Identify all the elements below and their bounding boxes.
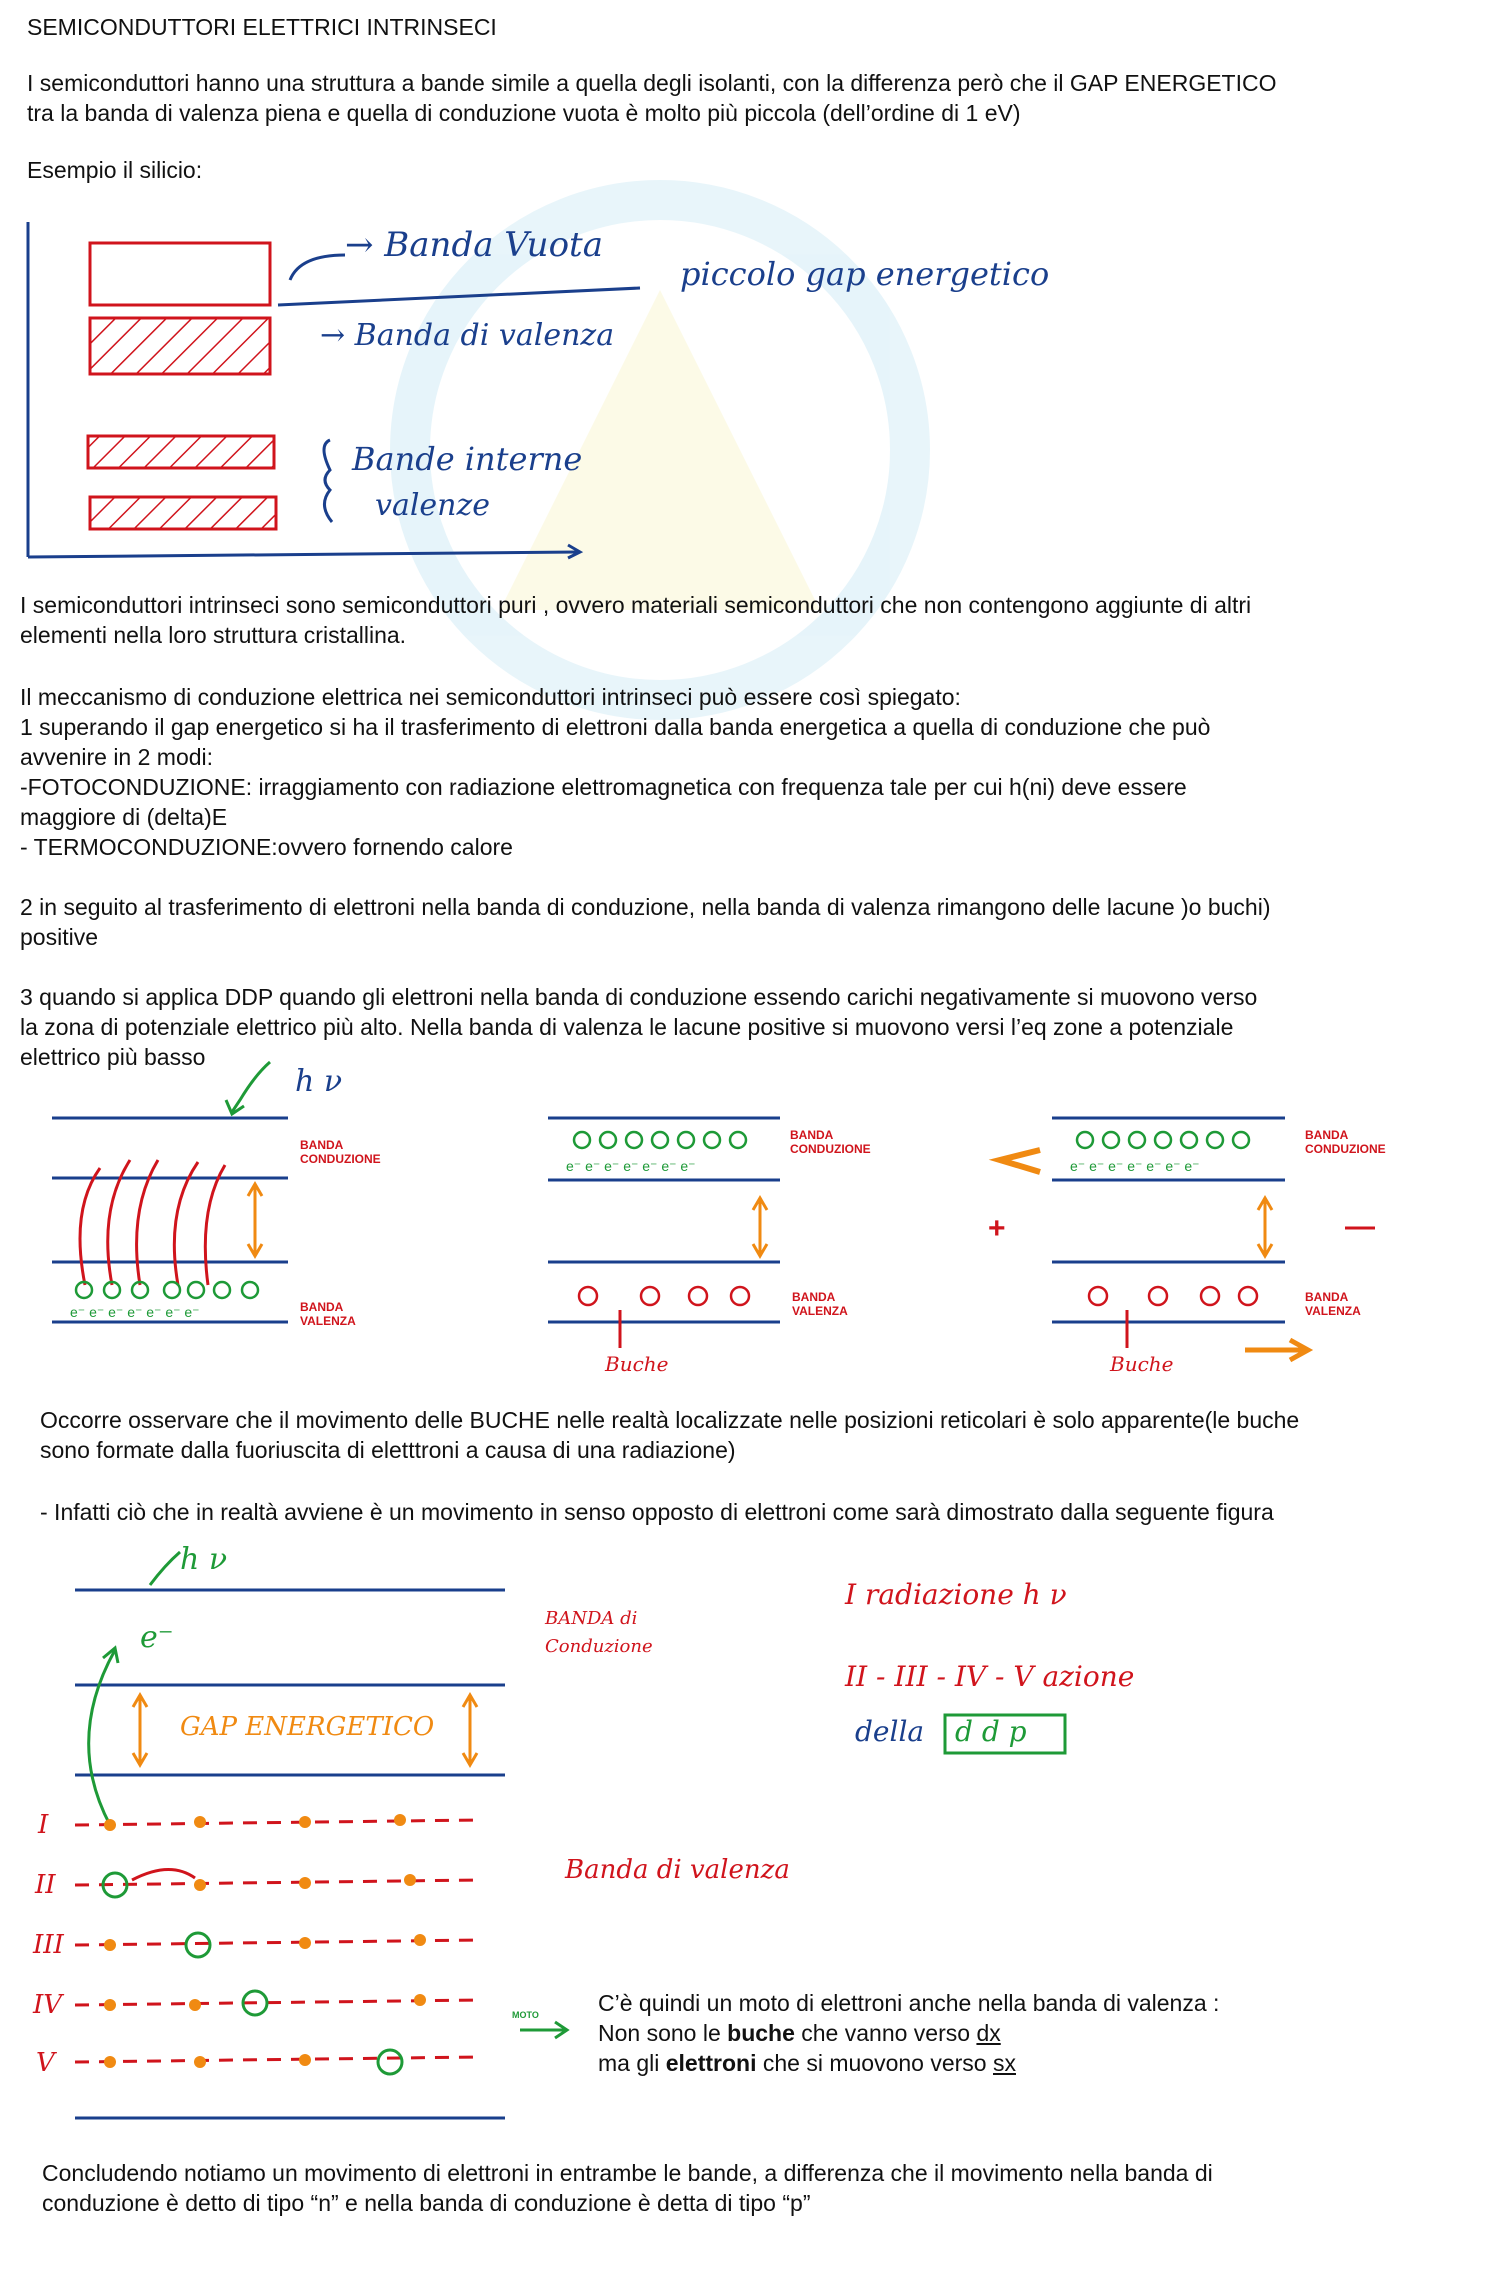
moto-arrow-label: MOTO [512,2010,539,2020]
valence-motion-line-1: C’è quindi un moto di elettroni anche nella banda di valenza : [598,1990,1220,2016]
gap-label: GAP ENERGETICO [180,1712,435,1742]
panel2-valence-label: BANDA VALENZA [792,1290,848,1318]
panel2-conduction-label: BANDA CONDUZIONE [790,1128,871,1156]
legend-ddp-action: II - III - IV - V azione [845,1660,1135,1693]
intrinsic-line-2: elementi nella loro struttura cristallina. [20,622,407,648]
legend-ddp-box: d d p [955,1715,1027,1748]
step-roman-4: IV [33,1990,63,2020]
legend-radiation: I radiazione h ν [845,1578,1067,1611]
mechanism-line-5: maggiore di (delta)E [20,804,228,830]
step-roman-3: III [33,1930,64,1960]
panel3-plus-sign: + [988,1212,1006,1245]
lattice-photon-label: h ν [180,1542,228,1577]
page-title: SEMICONDUTTORI ELETTRICI INTRINSECI [27,14,497,40]
step-roman-2: II [35,1870,56,1900]
mechanism-line-8: positive [20,924,98,950]
mechanism-line-7: 2 in seguito al trasferimento di elettroni nella banda di conduzione, nella banda di valenza rimangono delle lacune )o buchi) [20,894,1271,920]
mechanism-line-10: la zona di potenziale elettrico più alto. Nella banda di valenza le lacune positive si muovono versi l’eq zone a potenziale [20,1014,1234,1040]
mechanism-line-2: 1 superando il gap energetico si ha il trasferimento di elettroni dalla banda energetica a quella di conduzione che può [20,714,1211,740]
panel2-holes-label: Buche [605,1352,669,1376]
intro-line-2: tra la banda di valenza piena e quella di conduzione vuota è molto più piccola (dell’ordine di 1 eV) [27,100,1021,126]
panel3-holes-label: Buche [1110,1352,1174,1376]
observation-line-2: sono formate dalla fuoriuscita di eletttroni a causa di una radiazione) [40,1437,736,1463]
lattice-conduction-label: BANDA di Conduzione [545,1608,653,1657]
photon-label: h ν [295,1064,343,1099]
lattice-electron-label: e⁻ [140,1620,174,1655]
conclusion-line-2: conduzione è detto di tipo “n” e nella banda di conduzione è detta di tipo “p” [42,2190,811,2216]
panel3-electrons: e⁻ e⁻ e⁻ e⁻ e⁻ e⁻ e⁻ [1070,1158,1200,1174]
label-inner-bands-1: Bande interne [352,440,583,478]
panel3-conduction-label: BANDA CONDUZIONE [1305,1128,1386,1156]
observation-line-3: - Infatti ciò che in realtà avviene è un movimento in senso opposto di elettroni come sarà dimostrato dalla seguente figura [40,1499,1274,1525]
label-inner-bands-2: valenze [375,488,491,523]
lattice-valence-label: Banda di valenza [565,1855,790,1885]
step-roman-1: I [38,1810,49,1840]
panel2-electrons: e⁻ e⁻ e⁻ e⁻ e⁻ e⁻ e⁻ [566,1158,696,1174]
panel1-conduction-label: BANDA CONDUZIONE [300,1138,381,1166]
mechanism-line-3: avvenire in 2 modi: [20,744,214,770]
legend-della: della [855,1715,925,1748]
intro-line-1: I semiconduttori hanno una struttura a bande simile a quella degli isolanti, con la differenza però che il GAP ENERGETICO [27,70,1277,96]
label-valence-band: → Banda di valenza [320,318,615,353]
panel3-minus-sign: — [1345,1210,1375,1243]
mechanism-line-4: -FOTOCONDUZIONE: irraggiamento con radiazione elettromagnetica con frequenza tale per cui h(ni) deve essere [20,774,1187,800]
mechanism-line-9: 3 quando si applica DDP quando gli elettroni nella banda di conduzione essendo carichi negativamente si muovono verso [20,984,1258,1010]
observation-line-1: Occorre osservare che il movimento delle BUCHE nelle realtà localizzate nelle posizioni reticolari è solo apparente(le buche [40,1407,1300,1433]
step-roman-5: V [36,2048,55,2078]
conclusion-line-1: Concludendo notiamo un movimento di elettroni in entrambe le bande, a differenza che il movimento nella banda di [42,2160,1213,2186]
label-small-gap: piccolo gap energetico [680,255,1050,293]
example-label: Esempio il silicio: [27,157,203,183]
label-empty-band: → Banda Vuota [345,225,603,265]
intrinsic-line-1: I semiconduttori intrinseci sono semiconduttori puri , ovvero materiali semiconduttori che non contengono aggiunte di altri [20,592,1252,618]
valence-motion-line-3: ma gli elettroni che si muovono verso sx [598,2050,1016,2076]
panel3-valence-label: BANDA VALENZA [1305,1290,1361,1318]
panel1-valence-label: BANDA VALENZA [300,1300,356,1328]
panel1-electrons: e⁻ e⁻ e⁻ e⁻ e⁻ e⁻ e⁻ [70,1304,200,1320]
mechanism-line-1: Il meccanismo di conduzione elettrica nei semiconduttori intrinseci può essere così spiegato: [20,684,961,710]
mechanism-line-6: - TERMOCONDUZIONE:ovvero fornendo calore [20,834,513,860]
valence-motion-line-2: Non sono le buche che vanno verso dx [598,2020,1001,2046]
mechanism-line-11: elettrico più basso [20,1044,206,1070]
